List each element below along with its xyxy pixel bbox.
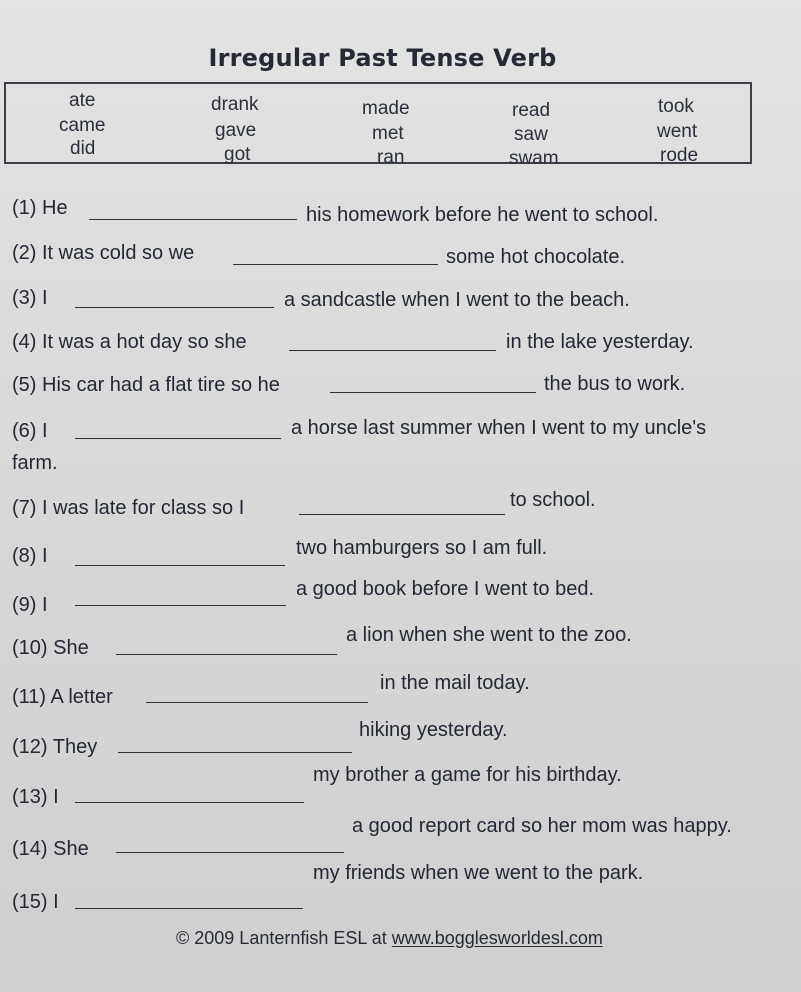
sentence-6-after: a horse last summer when I went to my uncle's [291,417,707,439]
answer-blank-6[interactable] [75,438,281,439]
sentence-14-after: a good report card so her mom was happy. [352,815,732,837]
sentence-15-before: (15) I [12,891,59,913]
answer-blank-10[interactable] [116,654,337,655]
word-bank-word: did [70,138,96,159]
sentence-4-after: in the lake yesterday. [506,331,694,353]
word-bank-word: came [59,115,106,136]
sentence-10-after: a lion when she went to the zoo. [346,624,632,646]
sentence-3-before: (3) I [12,287,48,309]
word-bank-word: drank [211,94,259,115]
word-bank-box [4,82,752,169]
sentence-5-after: the bus to work. [544,373,686,395]
word-bank-word: read [512,100,551,121]
sentence-7-after: to school. [510,489,596,511]
answer-blank-11[interactable] [146,702,368,703]
sentence-7-before: (7) I was late for class so I [12,497,245,519]
answer-blank-2[interactable] [233,264,438,265]
sentence-2-before: (2) It was cold so we [12,242,195,264]
sentence-2-after: some hot chocolate. [446,246,625,268]
word-bank-word: made [362,98,410,119]
answer-blank-13[interactable] [75,802,304,803]
sentence-12-after: hiking yesterday. [359,719,508,741]
word-bank-word: got [224,144,251,165]
word-bank-word: ran [377,147,405,168]
sentence-11-before: (11) A letter [12,686,113,708]
answer-blank-8[interactable] [75,565,285,566]
sentence-8-before: (8) I [12,545,48,567]
word-bank-word: rode [660,145,699,166]
sentence-9-after: a good book before I went to bed. [296,578,594,600]
worksheet-title: Irregular Past Tense Verb [208,44,557,72]
answer-blank-3[interactable] [75,307,274,308]
sentence-8-after: two hamburgers so I am full. [296,537,548,559]
answer-blank-9[interactable] [75,605,286,606]
copyright-text: © 2009 Lanternfish ESL at [176,928,392,948]
sentence-6-before: (6) I [12,420,48,442]
answer-blank-12[interactable] [118,752,352,753]
answer-blank-15[interactable] [75,908,303,909]
sentence-4-before: (4) It was a hot day so she [12,331,247,353]
sentence-1-before: (1) He [12,197,68,219]
sentence-3-after: a sandcastle when I went to the beach. [284,289,630,311]
sentence-5-before: (5) His car had a flat tire so he [12,374,280,396]
website-link[interactable]: www.bogglesworldesl.com [391,928,603,948]
sentence-14-before: (14) She [12,838,89,860]
sentence-1-after: his homework before he went to school. [306,204,659,226]
sentence-13-after: my brother a game for his birthday. [313,764,622,786]
sentence-6-continuation: farm. [12,452,58,474]
copyright-footer [176,928,603,949]
word-bank-word: gave [215,120,257,141]
answer-blank-5[interactable] [330,392,536,393]
word-bank-word: swam [509,148,559,169]
sentence-9-before: (9) I [12,594,48,616]
sentence-12-before: (12) They [12,736,98,758]
sentence-11-after: in the mail today. [380,672,530,694]
word-bank-word: took [658,96,694,117]
sentence-10-before: (10) She [12,637,89,659]
word-bank-word: ate [69,90,96,111]
answer-blank-4[interactable] [289,350,496,351]
sentence-15-after: my friends when we went to the park. [313,862,644,884]
word-bank-word: saw [514,124,548,145]
answer-blank-1[interactable] [89,219,297,220]
word-bank-word: met [372,123,404,144]
sentence-13-before: (13) I [12,786,59,808]
answer-blank-7[interactable] [299,514,505,515]
answer-blank-14[interactable] [116,852,344,853]
word-bank-word: went [657,121,698,142]
